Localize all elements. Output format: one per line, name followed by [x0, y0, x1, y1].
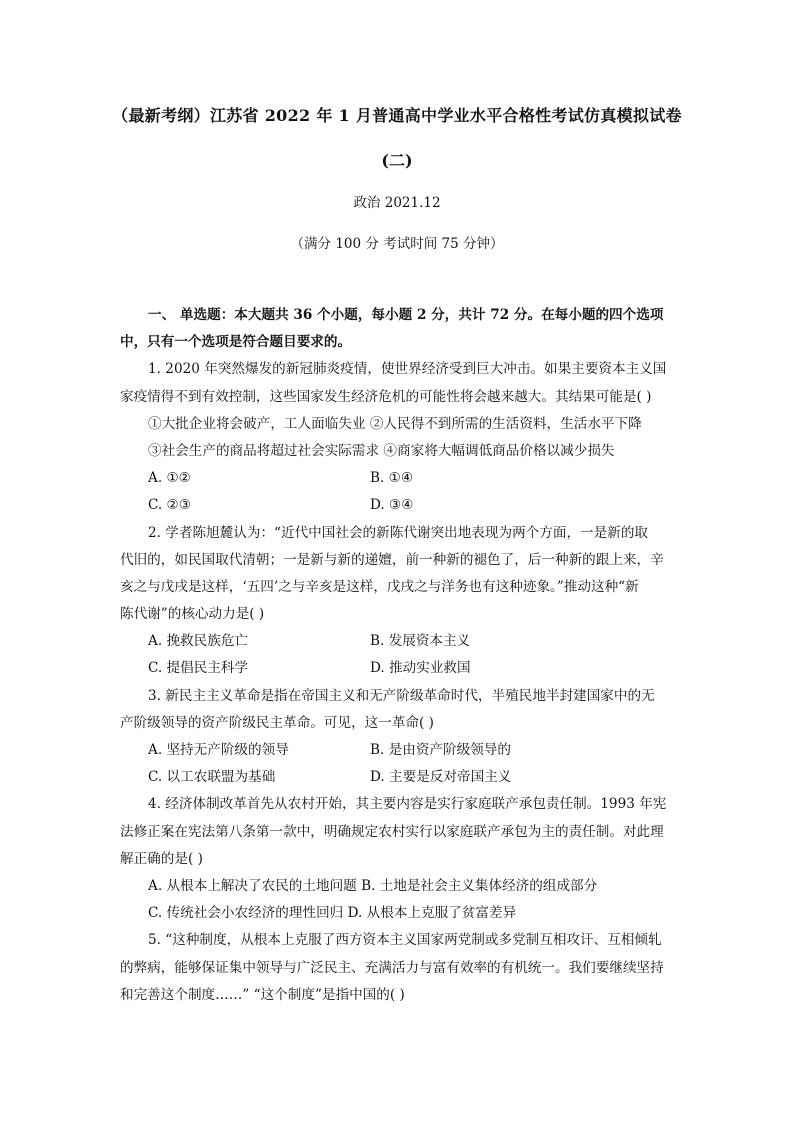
options-row — [120, 628, 680, 655]
question-2 — [120, 520, 680, 683]
exam-content — [120, 302, 680, 1009]
question-text-line: 和完善这个制度……” “这个制度”是指中国的( ) — [120, 986, 405, 1003]
option-d: D. ③④ — [370, 497, 414, 514]
question-text-line: 2. 学者陈旭麓认为：“近代中国社会的新陈代谢突出地表现为两个方面，一是新的取 — [148, 524, 649, 541]
exam-title: （最新考纲）江苏省 2022 年 1 月普通高中学业水平合格性考试仿真模拟试卷 — [112, 106, 682, 125]
statement-line: ③社会生产的商品将超过社会实际需求 ④商家将大幅调低商品价格以减少损失 — [148, 442, 615, 459]
question-1 — [120, 356, 680, 519]
options-row — [120, 764, 680, 791]
question-text-line: 3. 新民主主义革命是指在帝国主义和无产阶级革命时代，半殖民地半封建国家中的无 — [148, 687, 655, 704]
question-5 — [120, 927, 680, 1009]
options-row — [120, 655, 680, 682]
question-text-line: 陈代谢”的核心动力是( ) — [120, 606, 265, 623]
section-heading-line2: 中，只有一个选项是符合题目要求的。 — [120, 334, 352, 351]
statement-line: ①大批企业将会破产，工人面临失业 ②人民得不到所需的生活资料，生活水平下降 — [148, 415, 642, 432]
question-text-line: 的弊病，能够保证集中领导与广泛民主、充满活力与富有效率的有机统一。我们要继续坚持 — [120, 959, 664, 976]
question-text-line: 代旧的，如民国取代清朝；一是新与新的递嬗，前一种新的褪色了，后一种新的跟上来，辛 — [120, 551, 664, 568]
option-a: A. ①② — [148, 470, 191, 487]
options-row — [120, 492, 680, 519]
section-heading-line1: 一、 单选题：本大题共 36 个小题，每小题 2 分，共计 72 分。在每小题的四个选项 — [148, 307, 664, 323]
question-text-line: 解正确的是( ) — [120, 850, 203, 867]
option-c: C. 以工农联盟为基础 — [148, 769, 276, 786]
options-inline-row: A. 从根本上解决了农民的土地问题 B. 土地是社会主义集体经济的组成部分 — [148, 877, 598, 894]
exam-subtitle: (二) — [381, 151, 413, 170]
question-text-line: 5. “这种制度，从根本上克服了西方资本主义国家两党制或多党制互相攻讦、互相倾轧 — [148, 932, 662, 949]
question-text-line: 1. 2020 年突然爆发的新冠肺炎疫情，使世界经济受到巨大冲击。如果主要资本主义国 — [148, 361, 667, 378]
question-text-line: 产阶级领导的资产阶级民主革命。可见，这一革命( ) — [120, 714, 434, 731]
option-c: C. ②③ — [148, 497, 191, 514]
option-d: D. 主要是反对帝国主义 — [370, 769, 512, 786]
question-text-line: 亥之与戊戌是这样，‘五四’之与辛亥是这样，戊戌之与洋务也有这种迹象。”推动这种“新 — [120, 578, 639, 595]
option-b: B. 发展资本主义 — [370, 633, 471, 650]
option-d: D. 推动实业救国 — [370, 660, 471, 677]
option-a: A. 挽救民族危亡 — [148, 633, 249, 650]
question-3 — [120, 683, 680, 792]
question-text-line: 法修正案在宪法第八条第一款中，明确规定农村实行以家庭联产承包为主的责任制。对此理 — [120, 823, 664, 840]
question-text-line: 家疫情得不到有效控制，这些国家发生经济危机的可能性将会越来越大。其结果可能是( ) — [120, 388, 652, 405]
options-row — [120, 465, 680, 492]
option-b: B. ①④ — [370, 470, 414, 487]
question-text-line: 4. 经济体制改革首先从农村开始，其主要内容是实行家庭联产承包责任制。1993 年宪 — [148, 796, 667, 813]
options-inline-row: C. 传统社会小农经济的理性回归 D. 从根本上克服了贫富差异 — [148, 905, 517, 922]
option-c: C. 提倡民主科学 — [148, 660, 249, 677]
score-time-info: （满分 100 分 考试时间 75 分钟） — [290, 236, 504, 252]
options-row — [120, 737, 680, 764]
question-4 — [120, 791, 680, 927]
option-a: A. 坚持无产阶级的领导 — [148, 742, 289, 758]
option-b: B. 是由资产阶级领导的 — [370, 742, 511, 758]
subject-date: 政治 2021.12 — [353, 195, 441, 211]
